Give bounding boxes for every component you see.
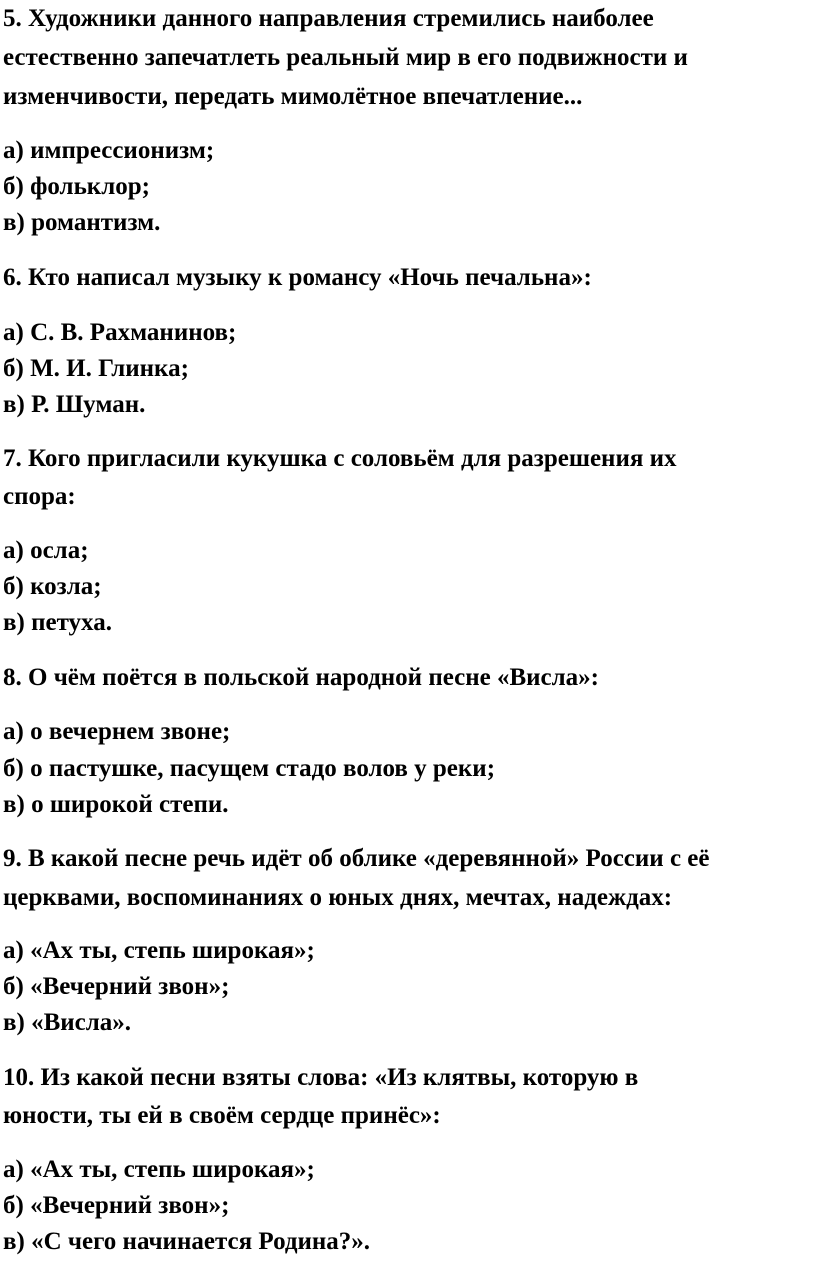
question-6-option-a: а) С. В. Рахманинов; (3, 319, 237, 346)
question-8-text-line-1: 8. О чём поётся в польской народной песне «Висла»: (3, 664, 599, 691)
question-6-option-b: б) М. И. Глинка; (3, 355, 189, 382)
question-9-option-a: а) «Ах ты, степь широкая»; (3, 937, 315, 964)
question-10-option-b: б) «Вечерний звон»; (3, 1192, 230, 1219)
question-10-text-line-1: 10. Из какой песни взяты слова: «Из клятвы, которую в (3, 1064, 639, 1091)
question-5-text-line-1: 5. Художники данного направления стремились наиболее (3, 5, 654, 32)
question-10-option-c: в) «С чего начинается Родина?». (3, 1228, 371, 1255)
question-5-text-line-2: естественно запечатлеть реальный мир в его подвижности и (3, 44, 688, 71)
question-9-option-b: б) «Вечерний звон»; (3, 973, 230, 1000)
question-10-text-line-2: юности, ты ей в своём сердце принёс»: (3, 1102, 441, 1129)
question-6-option-c: в) Р. Шуман. (3, 391, 146, 418)
question-7-option-c: в) петуха. (3, 609, 112, 636)
question-9-text-line-2: церквами, воспоминаниях о юных днях, мечтах, надеждах: (3, 884, 673, 911)
question-8-option-b: б) о пастушке, пасущем стадо волов у реки; (3, 755, 496, 782)
question-5-text-line-3: изменчивости, передать мимолётное впечатление... (3, 83, 583, 110)
question-9-text-line-1: 9. В какой песне речь идёт об облике «деревянной» России с её (3, 845, 710, 872)
question-6-text-line-1: 6. Кто написал музыку к романсу «Ночь печальна»: (3, 264, 592, 291)
question-8-option-a: а) о вечернем звоне; (3, 718, 231, 745)
question-5-option-b: б) фольклор; (3, 173, 150, 200)
question-10-option-a: а) «Ах ты, степь широкая»; (3, 1156, 315, 1183)
question-5-option-c: в) романтизм. (3, 209, 161, 236)
question-7-text-line-2: спора: (3, 483, 76, 510)
question-7-text-line-1: 7. Кого пригласили кукушка с соловьём для разрешения их (3, 445, 677, 472)
question-8-option-c: в) о широкой степи. (3, 791, 229, 818)
question-7-option-b: б) козла; (3, 573, 102, 600)
question-7-option-a: а) осла; (3, 537, 89, 564)
question-5-option-a: а) импрессионизм; (3, 137, 215, 164)
question-9-option-c: в) «Висла». (3, 1009, 132, 1036)
